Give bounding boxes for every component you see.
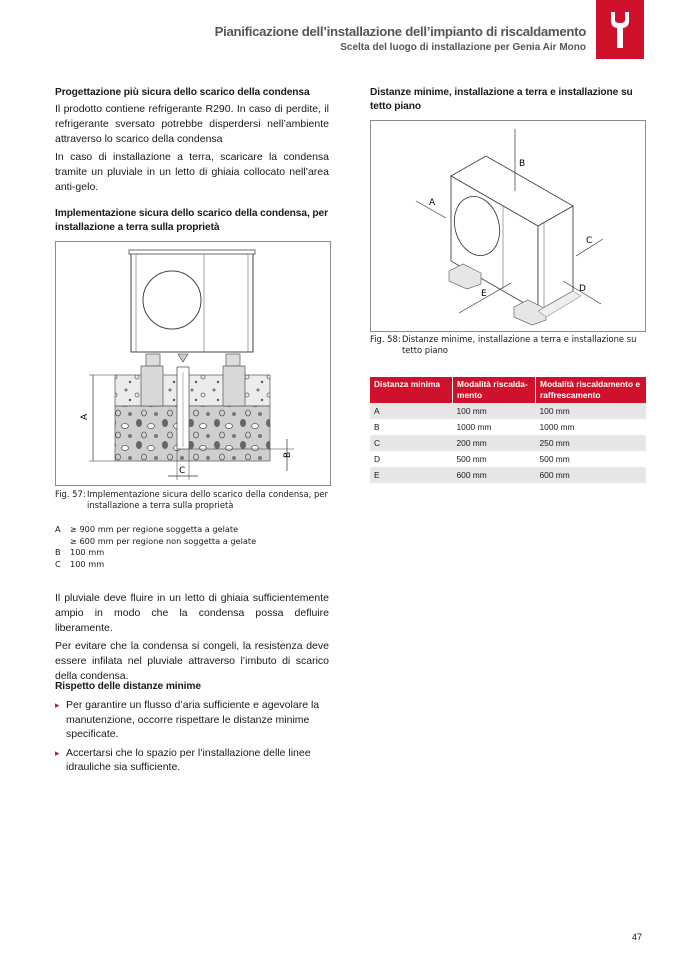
list-item: ▸ Accertarsi che lo spazio per l’installazione delle linee idrauliche sia sufficiente. — [55, 746, 329, 775]
section-condensate-safety — [55, 86, 329, 198]
figure-58 — [370, 120, 646, 332]
figure-number: Fig. 57: — [55, 489, 86, 499]
instruction-list — [55, 698, 329, 775]
figure-58-caption — [370, 334, 646, 356]
paragraph: Il prodotto contiene refrigerante R290. In caso di perdite, il refrigerante sversato potrebbe disperdersi nell’ambiente attraverso lo scarico della condensa — [55, 103, 329, 145]
dimension-label-c: C — [179, 466, 186, 476]
clearance-diagram — [371, 121, 645, 331]
chapter-tab — [596, 0, 644, 59]
page-number: 47 — [632, 932, 643, 942]
section-ground-install — [55, 207, 329, 235]
table-row: D 500 mm 500 mm — [370, 451, 646, 467]
dimension-label-a: A — [429, 198, 436, 208]
legend-item-a: A ≥ 900 mm per regione soggetta a gelate ≥ 600 mm per regione non soggetta a gelate — [55, 524, 257, 546]
section-heading: Distanze minime, installazione a terra e installazione su tetto piano — [370, 87, 633, 112]
dimension-label-a: A — [80, 413, 90, 420]
dimension-label-d: D — [579, 284, 586, 294]
table-row: E 600 mm 600 mm — [370, 467, 646, 483]
legend-item-b: B 100 mm — [55, 547, 105, 557]
table-row: C 200 mm 250 mm — [370, 435, 646, 451]
table-row: B 1000 mm 1000 mm — [370, 419, 646, 435]
figure-number: Fig. 58: — [370, 334, 401, 344]
section-downpipe — [55, 591, 329, 687]
page-header-title: Pianificazione dell’installazione dell’impianto di riscaldamento — [214, 24, 586, 39]
column-header: Distanza minima — [370, 377, 453, 403]
condensate-drain-diagram — [56, 242, 330, 485]
column-header: Modalità riscaldamento e raffrescamento — [536, 377, 647, 403]
section-heading: Rispetto delle distanze minime — [55, 681, 201, 692]
column-header: Modalità riscalda-mento — [453, 377, 536, 403]
wrench-icon — [608, 10, 632, 50]
page-header-subtitle: Scelta del luogo di installazione per Genia Air Mono — [340, 42, 586, 53]
legend-item-c: C 100 mm — [55, 558, 105, 569]
figure-57-legend — [55, 524, 256, 570]
section-distances — [370, 86, 646, 114]
figure-57-caption — [55, 489, 329, 511]
paragraph: In caso di installazione a terra, scaricare la condensa tramite un pluviale in un letto di ghiaia collocato nell’area anti-gelo. — [55, 151, 329, 193]
dimension-label-b: B — [283, 451, 293, 458]
dimension-label-c: C — [586, 236, 593, 246]
section-min-distances — [55, 680, 329, 779]
min-distance-table — [370, 377, 646, 483]
paragraph: Per evitare che la condensa si congeli, la resistenza deve essere infilata nel pluviale attraverso l’imbuto di scarico della condensa. — [55, 640, 329, 682]
paragraph: Il pluviale deve fluire in un letto di ghiaia sufficientemente ampio in modo che la condensa possa defluire liberamente. — [55, 592, 329, 634]
figure-caption-text: Implementazione sicura dello scarico della condensa, per installazione a terra sulla proprietà — [87, 489, 328, 510]
figure-caption-text: Distanze minime, installazione a terra e installazione su tetto piano — [402, 334, 637, 355]
dimension-label-b: B — [519, 159, 526, 169]
table-header-row — [370, 377, 646, 403]
section-heading: Implementazione sicura dello scarico della condensa, per installazione a terra sulla proprietà — [55, 208, 328, 233]
figure-57 — [55, 241, 331, 486]
section-heading: Progettazione più sicura dello scarico della condensa — [55, 87, 310, 98]
dimension-label-e: E — [481, 289, 487, 299]
list-item: ▸ Per garantire un flusso d’aria sufficiente e agevolare la manutenzione, occorre rispettare le distanze minime specificate. — [55, 698, 329, 742]
table-row: A 100 mm 100 mm — [370, 403, 646, 419]
